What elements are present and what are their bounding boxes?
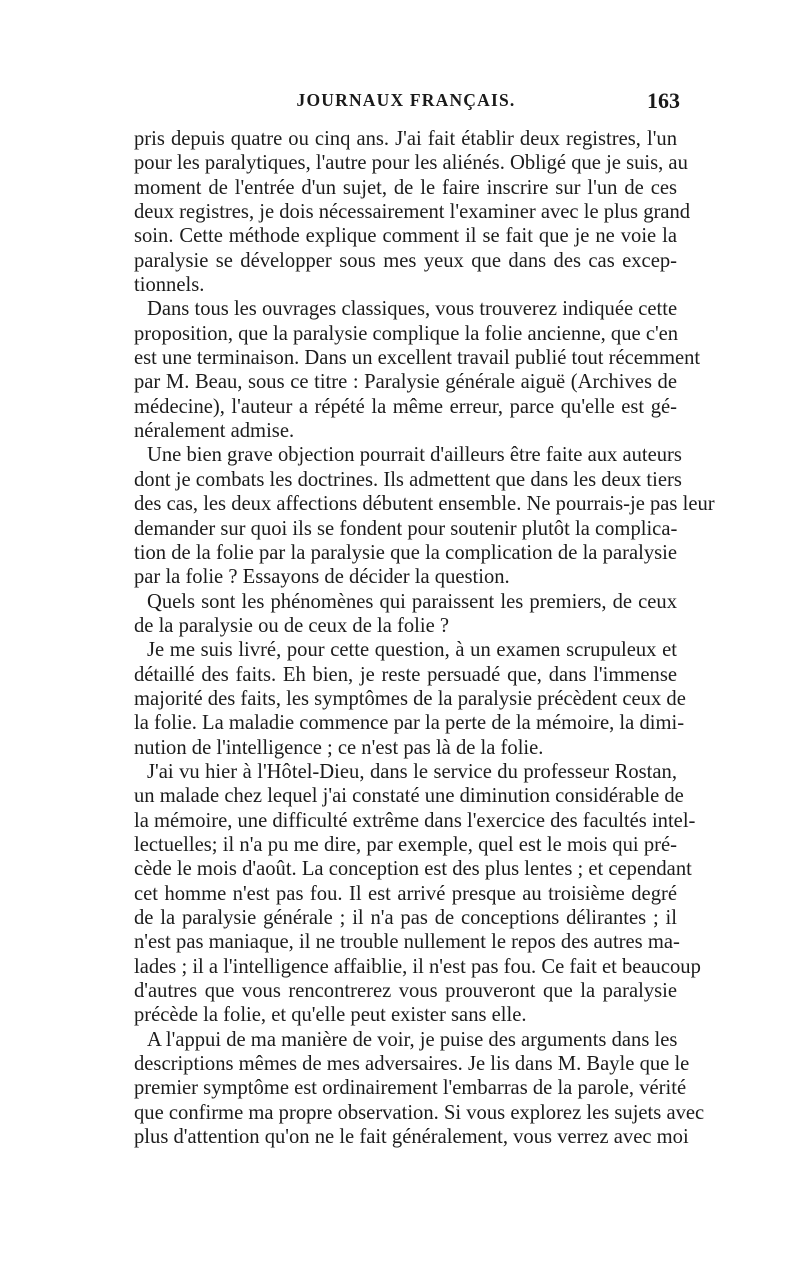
text-line: tion de la folie par la paralysie que la complication de la paralysie <box>134 541 677 564</box>
text-line: majorité des faits, les symptômes de la paralysie précèdent ceux de <box>134 687 686 710</box>
text-line: proposition, que la paralysie complique la folie ancienne, que c'en <box>134 322 679 345</box>
text-line: cède le mois d'août. La conception est des plus lentes ; et cependant <box>134 858 692 881</box>
text-line: d'autres que vous rencontrerez vous prouveront que la paralysie <box>134 980 677 1003</box>
text-line: plus d'attention qu'on ne le fait généralement, vous verrez avec moi <box>134 1126 689 1149</box>
text-line: par M. Beau, sous ce titre : Paralysie générale aiguë (Archives de <box>134 371 677 394</box>
text-line: la mémoire, une difficulté extrême dans l'exercice des facultés intel- <box>134 809 696 832</box>
text-line: de la paralysie générale ; il n'a pas de conceptions délirantes ; il <box>134 907 677 929</box>
text-line: médecine), l'auteur a répété la même erreur, parce qu'elle est gé- <box>134 395 677 418</box>
text-line: lades ; il a l'intelligence affaiblie, il n'est pas fou. Ce fait et beaucoup <box>134 955 701 978</box>
text-line: néralement admise. <box>134 420 295 443</box>
text-line: tionnels. <box>134 274 205 297</box>
text-line: n'est pas maniaque, il ne trouble nullement le repos des autres ma- <box>134 931 680 954</box>
text-line: détaillé des faits. Eh bien, je reste persuadé que, dans l'immense <box>134 663 677 686</box>
text-line: descriptions mêmes de mes adversaires. Je lis dans M. Bayle que le <box>134 1053 690 1076</box>
text-line: dont je combats les doctrines. Ils admettent que dans les deux tiers <box>134 468 682 491</box>
text-line: deux registres, je dois nécessairement l'examiner avec le plus grand <box>134 201 691 224</box>
text-line: paralysie se développer sous mes yeux que dans des cas excep- <box>134 249 677 272</box>
text-line: Je me suis livré, pour cette question, à un examen scrupuleux et <box>147 639 677 662</box>
text-line: des cas, les deux affections débutent ensemble. Ne pourrais-je pas leur <box>134 493 715 516</box>
text-line: lectuelles; il n'a pu me dire, par exemple, quel est le mois qui pré- <box>134 833 677 856</box>
text-line: A l'appui de ma manière de voir, je puise des arguments dans les <box>147 1028 678 1051</box>
text-line: pris depuis quatre ou cinq ans. J'ai fait établir deux registres, l'un <box>134 128 677 150</box>
text-line: est une terminaison. Dans un excellent travail publié tout récemment <box>134 347 701 370</box>
page-number: 163 <box>647 88 680 113</box>
text-line: Quels sont les phénomènes qui paraissent les premiers, de ceux <box>147 590 677 613</box>
running-title: JOURNAUX FRANÇAIS. <box>296 90 516 110</box>
running-head <box>132 90 680 120</box>
text-line: un malade chez lequel j'ai constaté une diminution considérable de <box>134 785 684 808</box>
text-line: que confirme ma propre observation. Si vous explorez les sujets avec <box>134 1101 705 1124</box>
text-line: cet homme n'est pas fou. Il est arrivé presque au troisième degré <box>134 882 677 905</box>
text-line: demander sur quoi ils se fondent pour soutenir plutôt la complica- <box>134 517 678 540</box>
text-line: de la paralysie ou de ceux de la folie ? <box>134 614 450 637</box>
text-line: pour les paralytiques, l'autre pour les aliénés. Obligé que je suis, au <box>134 152 688 175</box>
text-line: premier symptôme est ordinairement l'embarras de la parole, vérité <box>134 1077 687 1100</box>
text-line: Une bien grave objection pourrait d'ailleurs être faite aux auteurs <box>147 444 682 467</box>
text-line: précède la folie, et qu'elle peut exister sans elle. <box>134 1004 527 1027</box>
text-line: la folie. La maladie commence par la perte de la mémoire, la dimi- <box>134 712 685 735</box>
text-line: Dans tous les ouvrages classiques, vous trouverez indiquée cette <box>147 298 678 321</box>
body-text <box>134 127 715 1149</box>
text-line: moment de l'entrée d'un sujet, de le faire inscrire sur l'un de ces <box>134 176 677 199</box>
text-line: J'ai vu hier à l'Hôtel-Dieu, dans le service du professeur Rostan, <box>147 760 677 783</box>
text-line: soin. Cette méthode explique comment il se fait que je ne voie la <box>134 225 677 248</box>
text-line: par la folie ? Essayons de décider la question. <box>134 566 510 589</box>
text-line: nution de l'intelligence ; ce n'est pas là de la folie. <box>134 736 544 759</box>
